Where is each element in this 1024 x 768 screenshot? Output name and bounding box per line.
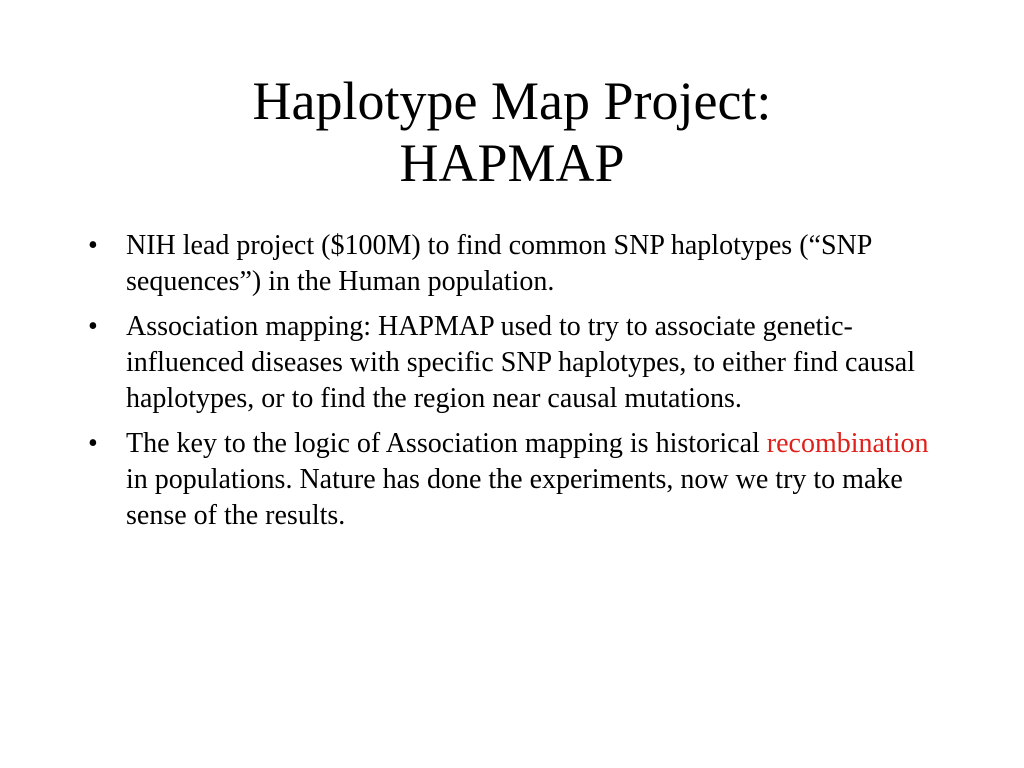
- slide-title-line-2: HAPMAP: [399, 133, 625, 193]
- bullet-icon: •: [88, 230, 98, 261]
- bullet-text-after: in populations. Nature has done the experiments, now we try to make sense of the results.: [126, 464, 903, 531]
- slide-title: [112, 70, 912, 194]
- bullet-icon: •: [88, 311, 98, 342]
- bullet-text: NIH lead project ($100M) to find common SNP haplotypes (“SNP sequences”) in the Human population.: [126, 230, 872, 297]
- slide-title-line-1: Haplotype Map Project:: [252, 71, 772, 131]
- bullet-item-2: [88, 309, 948, 417]
- bullet-item-3: [88, 426, 948, 534]
- bullet-text-before: The key to the logic of Association mapping is historical: [126, 428, 767, 459]
- bullet-icon: •: [88, 428, 98, 459]
- highlight-recombination: recombination: [766, 428, 929, 459]
- bullet-item-1: [88, 228, 948, 300]
- bullet-text: Association mapping: HAPMAP used to try to associate genetic-influenced diseases with specific SNP haplotypes, to either find causal haplotypes, or to find the region near causal mutations.: [126, 311, 915, 414]
- bullet-text: [126, 428, 929, 531]
- bullet-list: [88, 228, 948, 543]
